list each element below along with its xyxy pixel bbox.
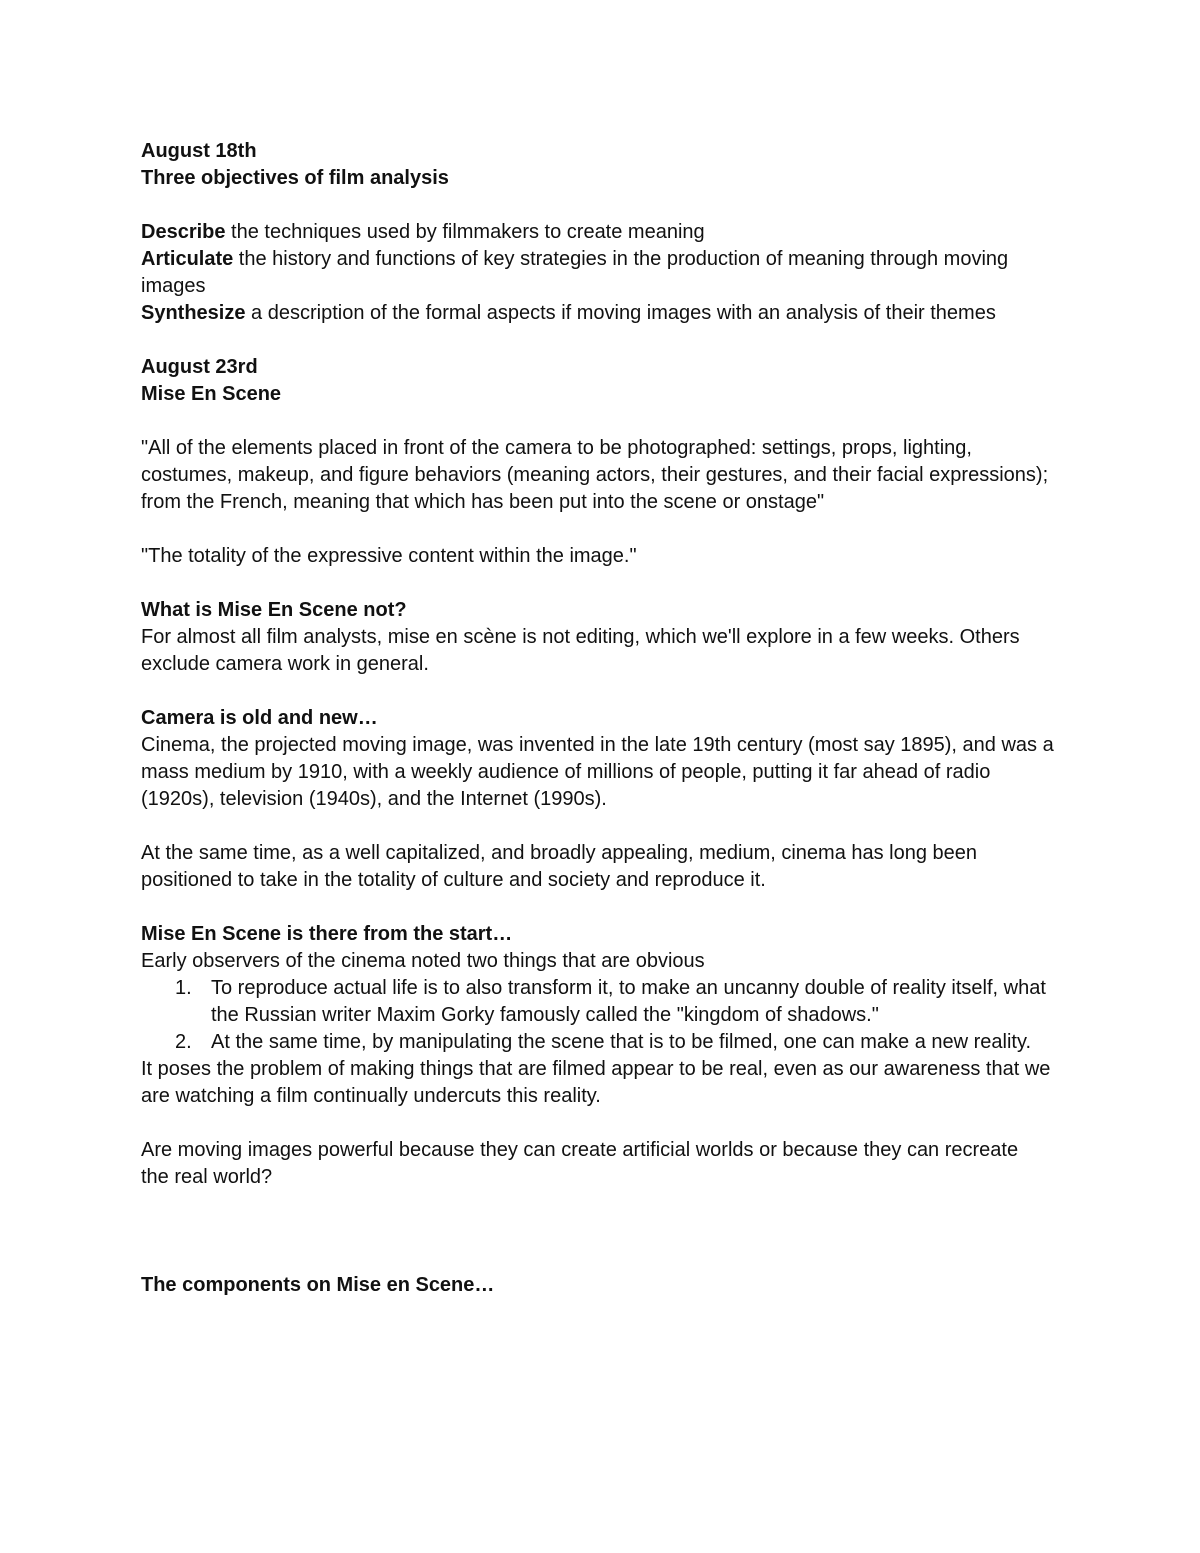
list-item: [141, 1029, 1061, 1056]
section-heading-start: Mise En Scene is there from the start…: [141, 923, 513, 945]
definition-quote: "All of the elements placed in front of the camera to be photographed: settings, props, lighting, costumes, makeup, and figure behaviors (meaning actors, their gestures, and their facial expressions); from the French, meaning that which has been put into the scene or onstage": [141, 437, 1049, 513]
list-item-text: At the same time, by manipulating the scene that is to be filmed, one can make a new reality.: [211, 1031, 1032, 1053]
list-number: 1.: [175, 977, 192, 999]
problem-paragraph: It poses the problem of making things that are filmed appear to be real, even as our awareness that we are watching a film continually undercuts this reality.: [141, 1058, 1051, 1107]
document-page: [141, 138, 1061, 1299]
objective-text: the history and functions of key strategies in the production of meaning through moving images: [141, 248, 1009, 297]
not-paragraph: For almost all film analysts, mise en scène is not editing, which we'll explore in a few weeks. Others exclude camera work in general.: [141, 626, 1020, 675]
objective-term: Describe: [141, 221, 226, 243]
same-time-paragraph: At the same time, as a well capitalized, and broadly appealing, medium, cinema has long been positioned to take in the totality of culture and society and reproduce it.: [141, 842, 978, 891]
list-item-text: To reproduce actual life is to also transform it, to make an uncanny double of reality itself, what the Russian writer Maxim Gorky famously called the "kingdom of shadows.": [211, 977, 1046, 1026]
cinema-paragraph: Cinema, the projected moving image, was invented in the late 19th century (most say 1895), and was a mass medium by 1910, with a weekly audience of millions of people, putting it far ahead of radio (1920s), television (1940s), and the Internet (1990s).: [141, 734, 1054, 810]
objective-term: Synthesize: [141, 302, 246, 324]
date-heading-2: August 23rd: [141, 356, 258, 378]
question-paragraph: Are moving images powerful because they can create artificial worlds or because they can recreate the real world?: [141, 1139, 1019, 1188]
date-heading-1: August 18th: [141, 140, 257, 162]
section-heading-components: The components on Mise en Scene…: [141, 1274, 495, 1296]
observers-intro: Early observers of the cinema noted two things that are obvious: [141, 950, 705, 972]
section-heading-mise-en-scene: Mise En Scene: [141, 383, 282, 405]
section-heading-camera: Camera is old and new…: [141, 707, 378, 729]
objective-synthesize: [141, 300, 1061, 327]
objective-articulate: [141, 246, 1061, 300]
objective-term: Articulate: [141, 248, 234, 270]
section-heading-not: What is Mise En Scene not?: [141, 599, 407, 621]
list-number: 2.: [175, 1031, 192, 1053]
objective-text: the techniques used by filmmakers to create meaning: [225, 221, 705, 243]
section-heading-objectives: Three objectives of film analysis: [141, 167, 449, 189]
totality-quote: "The totality of the expressive content within the image.": [141, 545, 637, 567]
objective-describe: [141, 219, 1061, 246]
list-item: [141, 975, 1061, 1029]
observations-list: [141, 975, 1061, 1056]
objective-text: a description of the formal aspects if moving images with an analysis of their themes: [245, 302, 996, 324]
